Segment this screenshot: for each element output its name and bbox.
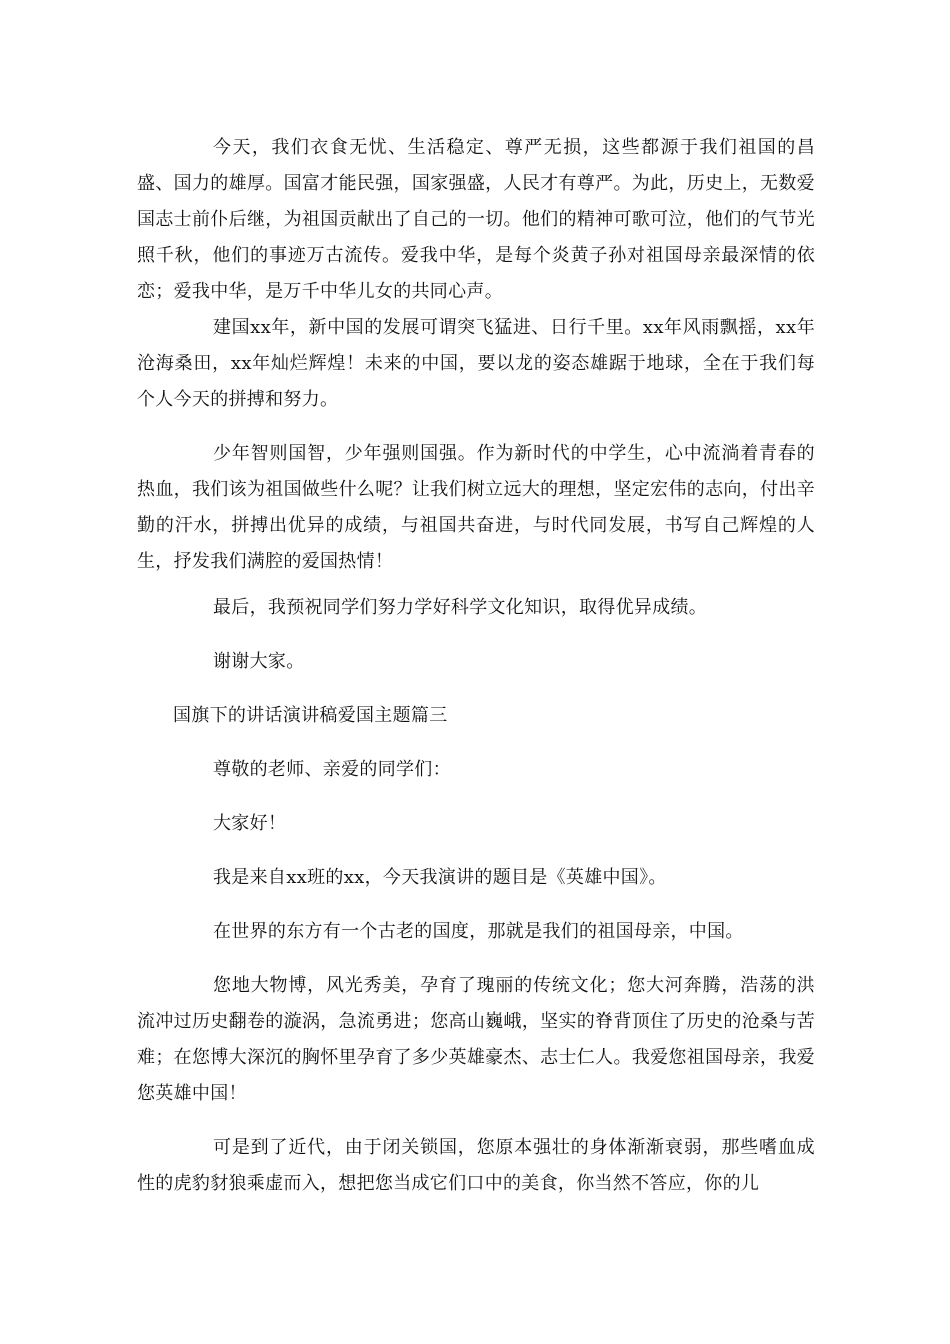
paragraph-8: 可是到了近代，由于闭关锁国，您原本强壮的身体渐渐衰弱，那些嗜血成性的虎豹豺狼乘虚而入，想把您当成它们口中的美食，你当然不答应，你的儿 [137,1137,815,1194]
greeting: 大家好！ [213,813,287,834]
paragraph-4: 最后，我预祝同学们努力学好科学文化知识，取得优异成绩。 [213,597,708,618]
paragraph-7: 您地大物博，风光秀美，孕育了瑰丽的传统文化；您大河奔腾，浩荡的洪流冲过历史翻卷的漩涡，急流勇进；您高山巍峨，坚实的脊背顶住了历史的沧桑与苦难；在您博大深沉的胸怀里孕育了多少英雄豪杰、志士仁人。我爱您祖国母亲，我爱您英雄中国！ [137,975,815,1104]
speaker-intro: 我是来自xx班的xx，今天我演讲的题目是《英雄中国》。 [213,867,667,888]
salutation: 尊敬的老师、亲爱的同学们： [213,759,451,780]
paragraph-3: 少年智则国智，少年强则国强。作为新时代的中学生，心中流淌着青春的热血，我们该为祖国做些什么呢？让我们树立远大的理想，坚定宏伟的志向，付出辛勤的汗水，拼搏出优异的成绩，与祖国共奋进，与时代同发展，书写自己辉煌的人生，抒发我们满腔的爱国热情！ [137,443,815,572]
paragraph-1: 今天，我们衣食无忧、生活稳定、尊严无损，这些都源于我们祖国的昌盛、国力的雄厚。国富才能民强，国家强盛，人民才有尊严。为此，历史上，无数爱国志士前仆后继，为祖国贡献出了自己的一切。他们的精神可歌可泣，他们的气节光照千秋，他们的事迹万古流传。爱我中华，是每个炎黄子孙对祖国母亲最深情的依恋；爱我中华，是万千中华儿女的共同心声。 [137,137,815,302]
paragraph-6: 在世界的东方有一个古老的国度，那就是我们的祖国母亲，中国。 [213,921,744,942]
paragraph-5: 谢谢大家。 [213,651,305,672]
section-heading: 国旗下的讲话演讲稿爱国主题篇三 [173,705,448,726]
paragraph-2: 建国xx年，新中国的发展可谓突飞猛进、日行千里。xx年风雨飘摇，xx年沧海桑田，xx年灿烂辉煌！未来的中国，要以龙的姿态雄踞于地球，全在于我们每个人今天的拼搏和努力。 [137,317,815,410]
